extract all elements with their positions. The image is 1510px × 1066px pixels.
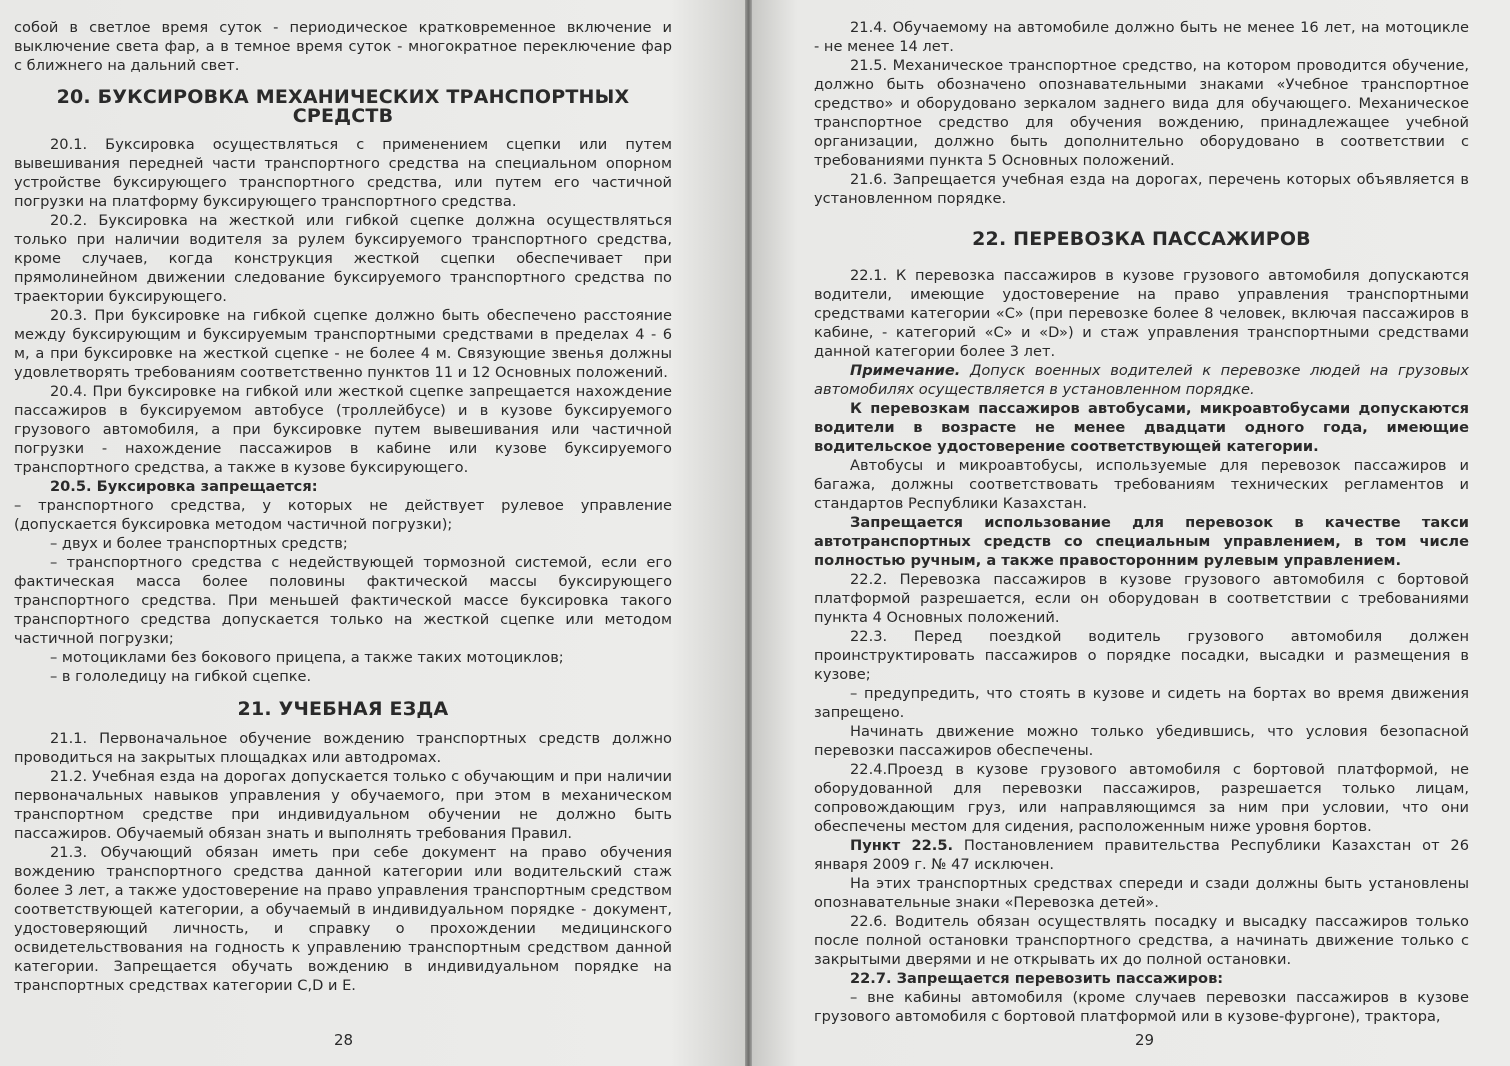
paragraph-22-5-text: Постановлением правительства Республики Казахстан от 26 января 2009 г. № 47 исключен. — [814, 837, 1469, 873]
paragraph-22-5 — [814, 836, 1469, 874]
paragraph-20-1: 20.1. Буксировка осуществляться с применением сцепки или путем вывешивания передней части транспортного средства на специальном опорном устройстве буксирующего транспортного средства, или путем его частичной погрузки на платформу буксирующего транспортного средства. — [14, 136, 672, 210]
paragraph-21-6: 21.6. Запрещается учебная езда на дорогах, перечень которых объявляется в установленном порядке. — [814, 171, 1469, 207]
paragraph-22-3: 22.3. Перед поездкой водитель грузового автомобиля должен проинструктировать пассажиров о порядке посадки, высадки и размещения в кузове; — [814, 628, 1469, 683]
paragraph-22-1: 22.1. К перевозка пассажиров в кузове грузового автомобиля допускаются водители, имеющие удостоверение на право управления транспортными средствами категории «C» (при перевозке более 8 человек, включая пассажиров в кабине, - категорий «C» и «D») и стаж управления транспортными средствами данной категории более 3 лет. — [814, 267, 1469, 360]
dash-item-2: – двух и более транспортных средств; — [50, 535, 348, 552]
left-page-text — [14, 18, 672, 995]
dash-item-3: – транспортного средства с недействующей тормозной системой, если его фактическая масса более половины фактической массы буксирующего транспортного средства. При меньшей фактической массе буксировка такого транспортного средства допускается только на жесткой сцепке или методом частичной погрузки; — [14, 554, 672, 647]
right-page — [752, 0, 1510, 1066]
paragraph-21-3: 21.3. Обучающий обязан иметь при себе документ на право обучения вождению транспортного средства данной категории или водительский стаж более 3 лет, а также удостоверение на право управления транспортным средством соответствующей категории, а обучаемый в индивидуальном порядке - документ, удостоверяющий личность, и справку о прохождении медицинского освидетельствования на годность к управлению транспортным средством данной категории. Запрещается обучать вождению в индивидуальном порядке на транспортных средствах категории C,D и E. — [14, 844, 672, 994]
page-number-right: 29 — [1135, 1031, 1155, 1049]
paragraph-22-4: 22.4.Проезд в кузове грузового автомобиля с бортовой платформой, не оборудованной для перевозки пассажиров, разрешается только лицам, сопровождающим груз, или направляющимся за ним при условии, что они обеспечены местом для сидения, расположенным ниже уровня бортов. — [814, 761, 1469, 835]
book-gutter — [745, 0, 752, 1066]
paragraph-21-5: 21.5. Механическое транспортное средство, на котором проводится обучение, должно быть обозначено опознавательными знаками «Учебное транспортное средство» и оборудовано зеркалом заднего вида для обучающего. Механическое транспортное средство для обучения вождению, принадлежащее учебной организации, должно быть дополнительно оборудовано в соответствии с требованиями пункта 5 Основных положений. — [814, 57, 1469, 169]
dash-item-1: – транспортного средства, у которых не действует рулевое управление (допускается буксировка методом частичной погрузки); — [14, 497, 672, 533]
paragraph-22-2: 22.2. Перевозка пассажиров в кузове грузового автомобиля с бортовой платформой разрешается, если он оборудован в соответствии с требованиями пункта 4 Основных положений. — [814, 571, 1469, 626]
paragraph-20-2: 20.2. Буксировка на жесткой или гибкой сцепке должна осуществляться только при наличии водителя за рулем буксируемого транспортного средства, кроме случаев, когда конструкция жесткой сцепки обеспечивает при прямолинейном движении следование буксируемого транспортного средства по траектории буксирующего. — [14, 212, 672, 305]
paragraph-22-7-title: 22.7. Запрещается перевозить пассажиров: — [850, 970, 1224, 987]
page-number-left: 28 — [334, 1031, 354, 1049]
left-page — [0, 0, 745, 1066]
section-20-title: 20. БУКСИРОВКА МЕХАНИЧЕСКИХ ТРАНСПОРТНЫХ СРЕДСТВ — [56, 86, 630, 127]
paragraph-start-movement: Начинать движение можно только убедившись, что условия безопасной перевозки пассажиров обеспечены. — [814, 723, 1469, 759]
paragraph-21-2: 21.2. Учебная езда на дорогах допускается только с обучающим и при наличии первоначальных навыков управления у обучаемого, при этом в механическом транспортном средстве при индивидуальном обучении не должно быть пассажиров. Обучаемый обязан знать и выполнять требования Правил. — [14, 768, 672, 842]
intro-paragraph: собой в светлое время суток - периодическое кратковременное включение и выключение света фар, а в темное время суток - многократное переключение фар с ближнего на дальний свет. — [14, 19, 672, 74]
paragraph-22-5-label: Пункт 22.5. — [850, 837, 954, 854]
dash-item-5: – в гололедицу на гибкой сцепке. — [50, 668, 312, 685]
section-22-title: 22. ПЕРЕВОЗКА ПАССАЖИРОВ — [972, 228, 1311, 250]
bold-paragraph-drivers-age: К перевозкам пассажиров автобусами, микроавтобусами допускаются водители в возрасте не менее двадцати одного года, имеющие водительское удостоверение соответствующей категории. — [814, 400, 1469, 455]
paragraph-21-1: 21.1. Первоначальное обучение вождению транспортных средств должно проводиться на закрытых площадках или автодромах. — [14, 730, 672, 766]
dash-item-22-7: – вне кабины автомобиля (кроме случаев перевозки пассажиров в кузове грузового автомобиля с бортовой платформой или в кузове-фургоне), трактора, — [814, 989, 1469, 1025]
paragraph-22-6: 22.6. Водитель обязан осуществлять посадку и высадку пассажиров только после полной остановки транспортного средства, а начинать движение только с закрытыми дверями и не открывать их до полной остановки. — [814, 913, 1469, 968]
note-text: Допуск военных водителей к перевозке людей на грузовых автомобилях осуществляется в установленном порядке. — [814, 362, 1469, 398]
paragraph-buses: Автобусы и микроавтобусы, используемые для перевозок пассажиров и багажа, должны соответствовать требованиям технических регламентов и стандартов Республики Казахстан. — [814, 457, 1469, 512]
section-21-title: 21. УЧЕБНАЯ ЕЗДА — [237, 698, 449, 720]
right-page-text — [814, 18, 1469, 1026]
paragraph-20-4: 20.4. При буксировке на гибкой или жесткой сцепке запрещается нахождение пассажиров в буксируемом автобусе (троллейбусе) и в кузове буксируемого грузового автомобиля, а при буксировке путем вывешивания или частичной погрузки - нахождение пассажиров в кабине или кузове буксируемого транспортного средства, а также в кузове буксирующего. — [14, 383, 672, 476]
bold-paragraph-taxi: Запрещается использование для перевозок в качестве такси автотранспортных средств со специальным управлением, в том числе полностью ручным, а также правосторонним рулевым управлением. — [814, 514, 1469, 569]
note-paragraph — [814, 361, 1469, 399]
paragraph-21-4: 21.4. Обучаемому на автомобиле должно быть не менее 16 лет, на мотоцикле - не менее 14 лет. — [814, 19, 1469, 55]
note-label: Примечание. — [850, 362, 961, 379]
dash-item-4: – мотоциклами без бокового прицепа, а также таких мотоциклов; — [50, 649, 564, 666]
paragraph-20-3: 20.3. При буксировке на гибкой сцепке должно быть обеспечено расстояние между буксирующим и буксируемым транспортными средствами в пределах 4 - 6 м, а при буксировке на жесткой сцепке - не более 4 м. Связующие звенья должны удовлетворять требованиям соответственно пунктов 11 и 12 Основных положений. — [14, 307, 672, 381]
paragraph-20-5-title: 20.5. Буксировка запрещается: — [50, 478, 318, 495]
paragraph-signs: На этих транспортных средствах спереди и сзади должны быть установлены опознавательные знаки «Перевозка детей». — [814, 875, 1469, 911]
dash-item-22-3: – предупредить, что стоять в кузове и сидеть на бортах во время движения запрещено. — [814, 685, 1469, 721]
